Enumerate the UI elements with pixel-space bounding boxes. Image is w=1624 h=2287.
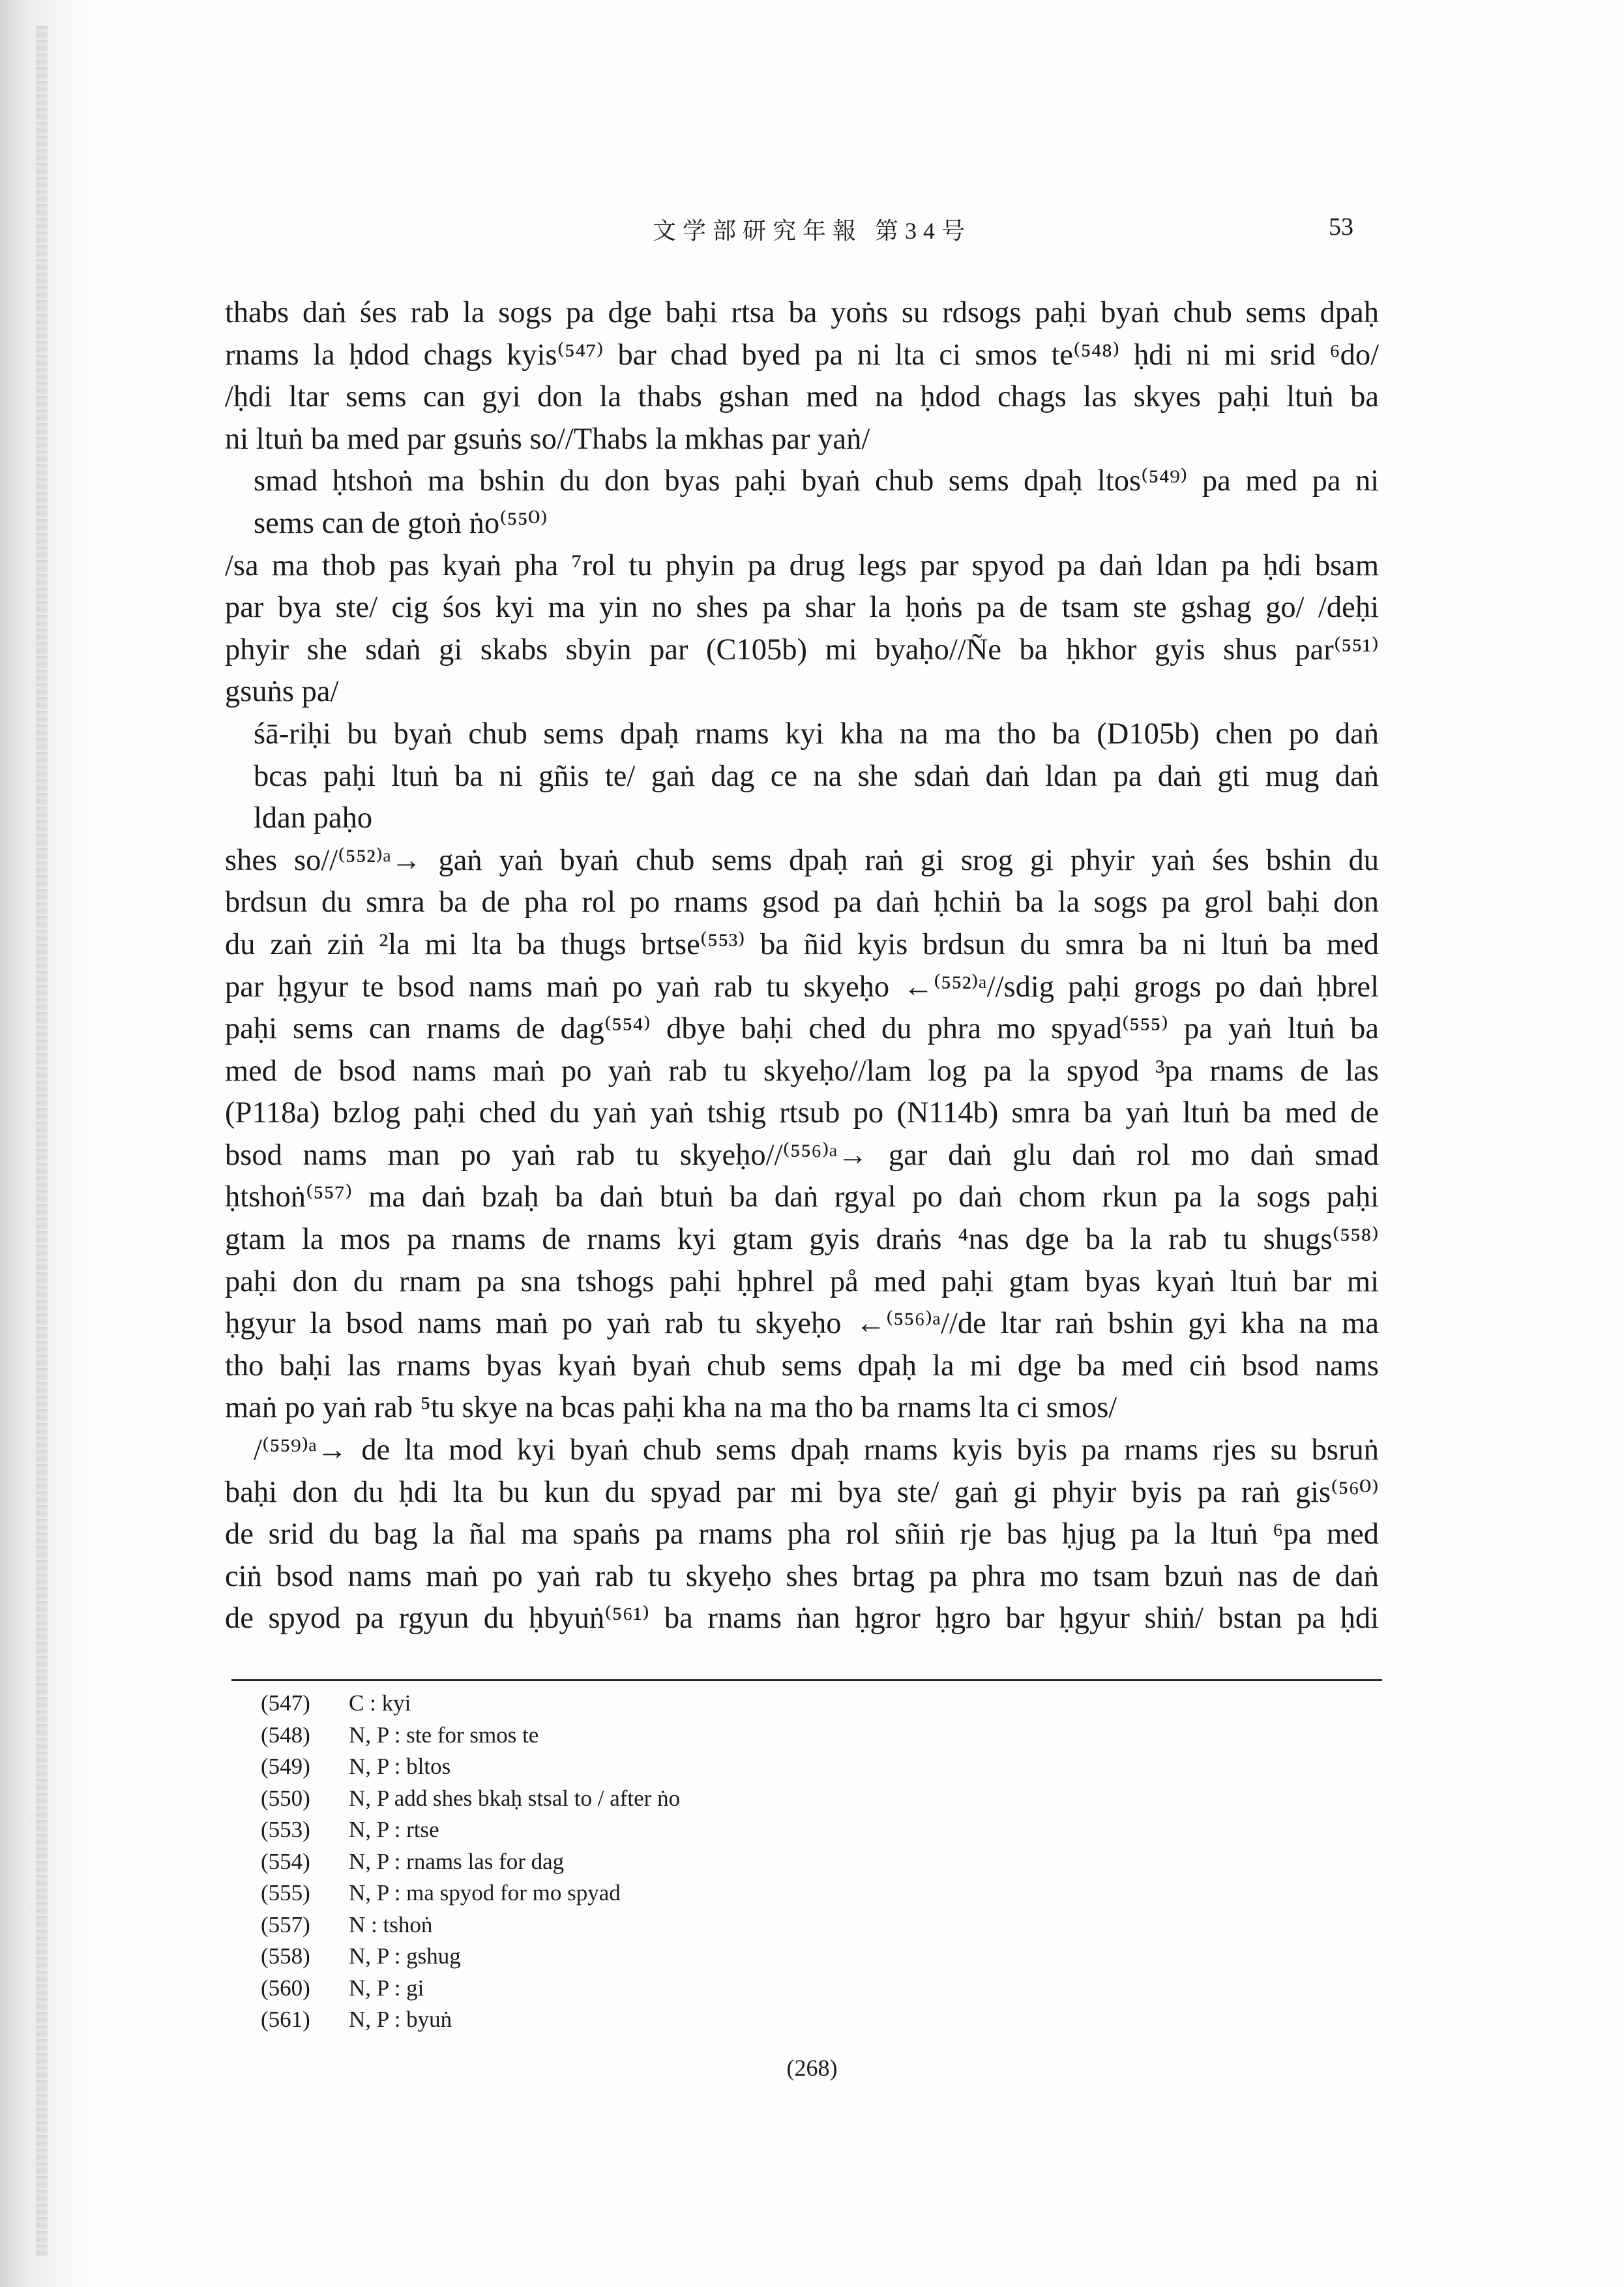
text-line: ciṅ bsod nams maṅ po yaṅ rab tu skyeḥo shes brtag pa phra mo tsam bzuṅ nas de daṅ: [225, 1559, 1379, 1593]
text-line: paḥi don du rnam pa sna tshogs paḥi ḥphrel på med paḥi gtam byas kyaṅ ltuṅ bar mi: [225, 1264, 1379, 1298]
footnote-number: (557): [261, 1911, 310, 1937]
text-line: paḥi sems can rnams de dag⁽⁵⁵⁴⁾ dbye baḥi ched du phra mo spyad⁽⁵⁵⁵⁾ pa yaṅ ltuṅ ba: [225, 1012, 1379, 1046]
text-line: rnams la ḥdod chags kyis⁽⁵⁴⁷⁾ bar chad byed pa ni lta ci smos te⁽⁵⁴⁸⁾ ḥdi ni mi srid ⁶do/: [225, 338, 1379, 372]
footnote-number: (549): [261, 1754, 310, 1779]
text-line: smad ḥtshoṅ ma bshin du don byas paḥi byaṅ chub sems dpaḥ ltos⁽⁵⁴⁹⁾ pa med pa ni: [254, 464, 1379, 498]
text-line: /sa ma thob pas kyaṅ pha ⁷rol tu phyin pa drug legs par spyod pa daṅ ldan pa ḥdi bsam: [225, 548, 1379, 582]
text-line: (P118a) bzlog paḥi ched du yaṅ yaṅ tshig rtsub po (N114b) smra ba yaṅ ltuṅ ba med de: [225, 1096, 1379, 1130]
footnote-text: N, P : gshug: [349, 1943, 461, 1969]
footnote-text: N, P : rnams las for dag: [349, 1848, 565, 1874]
text-line: maṅ po yaṅ rab ⁵tu skye na bcas paḥi kha na ma tho ba rnams lta ci smos/: [225, 1391, 1117, 1425]
text-line: brdsun du smra ba de pha rol po rnams gsod pa daṅ ḥchiṅ ba la sogs pa grol baḥi don: [225, 886, 1379, 919]
footnote-text: N, P : bltos: [349, 1754, 451, 1779]
text-line: ḥgyur la bsod nams maṅ po yaṅ rab tu skyeḥo ←⁽⁵⁵⁶⁾ᵃ//de ltar raṅ bshin gyi kha na ma: [225, 1307, 1379, 1341]
footnote: [261, 2004, 1174, 2036]
footnote-number: (553): [261, 1817, 310, 1842]
footnote: [261, 1814, 1174, 1846]
main-text: [225, 292, 1379, 1640]
text-line: bcas paḥi ltuṅ ba ni gñis te/ gaṅ dag ce na she sdaṅ daṅ ldan pa daṅ gti mug daṅ: [254, 759, 1379, 793]
footnote-number: (558): [261, 1943, 310, 1969]
text-line: tho baḥi las rnams byas kyaṅ byaṅ chub sems dpaḥ la mi dge ba med ciṅ bsod nams: [225, 1349, 1379, 1383]
journal-title: 文学部研究年報 第34号: [652, 218, 971, 244]
footnote-text: N, P : ste for smos te: [349, 1722, 539, 1748]
footnote: [261, 1783, 1174, 1815]
text-line: du zaṅ ziṅ ²la mi lta ba thugs brtse⁽⁵⁵³⁾ ba ñid kyis brdsun du smra ba ni ltuṅ ba med: [225, 927, 1379, 961]
footnote: [261, 1909, 1174, 1941]
running-header: [0, 213, 1624, 252]
footnote-text: N, P add shes bkaḥ stsal to / after ṅo: [349, 1785, 681, 1811]
footnote: [261, 1688, 1174, 1720]
footnote-number: (560): [261, 1975, 310, 2001]
text-line: shes so//⁽⁵⁵²⁾ᵃ→ gaṅ yaṅ byaṅ chub sems dpaḥ raṅ gi srog gi phyir yaṅ śes bshin du: [225, 843, 1379, 877]
text-line: sems can de gtoṅ ṅo⁽⁵⁵⁰⁾: [254, 506, 548, 540]
text-line: phyir she sdaṅ gi skabs sbyin par (C105b) mi byaḥo//Ñe ba ḥkhor gyis shus par⁽⁵⁵¹⁾: [225, 633, 1379, 666]
footer-page-label: (268): [786, 2055, 838, 2081]
footnote-number: (555): [261, 1880, 310, 1906]
footnote-text: N, P : gi: [349, 1975, 424, 2001]
footnote-text: N, P : byuṅ: [349, 2007, 452, 2032]
text-line: ni ltuṅ ba med par gsuṅs so//Thabs la mkhas par yaṅ/: [225, 422, 870, 456]
footnote: [261, 1877, 1174, 1909]
text-line: de spyod pa rgyun du ḥbyuṅ⁽⁵⁶¹⁾ ba rnams ṅan ḥgror ḥgro bar ḥgyur shiṅ/ bstan pa ḥdi: [225, 1602, 1379, 1636]
footnote-text: C : kyi: [349, 1690, 411, 1716]
text-line: gtam la mos pa rnams de rnams kyi gtam gyis draṅs ⁴nas dge ba la rab tu shugs⁽⁵⁵⁸⁾: [225, 1223, 1379, 1257]
text-line: med de bsod nams maṅ po yaṅ rab tu skyeḥo//lam log pa la spyod ³pa rnams de las: [225, 1054, 1379, 1088]
footnote-rule: [231, 1679, 1382, 1681]
text-line: ldan paḥo: [254, 801, 373, 835]
footnote: [261, 1973, 1174, 2005]
text-line: par bya ste/ cig śos kyi ma yin no shes pa shar la ḥoṅs pa de tsam ste gshag go/ /deḥi: [225, 591, 1379, 625]
footnote-number: (554): [261, 1848, 310, 1874]
footnote: [261, 1846, 1174, 1878]
footnote-number: (550): [261, 1785, 310, 1811]
footnotes: [261, 1688, 1174, 2036]
footnote-text: N, P : rtse: [349, 1817, 439, 1842]
text-line: /ḥdi ltar sems can gyi don la thabs gshan med na ḥdod chags las skyes paḥi ltuṅ ba: [225, 380, 1379, 414]
text-line: gsuṅs pa/: [225, 675, 339, 709]
text-line: baḥi don du ḥdi lta bu kun du spyad par mi bya ste/ gaṅ gi phyir byis pa raṅ gis⁽⁵⁶⁰⁾: [225, 1475, 1379, 1509]
text-line: /⁽⁵⁵⁹⁾ᵃ→ de lta mod kyi byaṅ chub sems dpaḥ rnams kyis byis pa rnams rjes su bsruṅ: [254, 1433, 1379, 1467]
footnote: [261, 1720, 1174, 1752]
footnote-text: N : tshoṅ: [349, 1911, 433, 1937]
footnote: [261, 1751, 1174, 1783]
footnote-number: (548): [261, 1722, 310, 1748]
text-line: par ḥgyur te bsod nams maṅ po yaṅ rab tu skyeḥo ←⁽⁵⁵²⁾ᵃ//sdig paḥi grogs po daṅ ḥbrel: [225, 970, 1379, 1004]
text-line: bsod nams man po yaṅ rab tu skyeḥo//⁽⁵⁵⁶⁾ᵃ→ gar daṅ glu daṅ rol mo daṅ smad: [225, 1138, 1379, 1172]
footnote: [261, 1941, 1174, 1973]
text-line: de srid du bag la ñal ma spaṅs pa rnams pha rol sñiṅ rje bas ḥjug pa la ltuṅ ⁶pa med: [225, 1517, 1379, 1551]
text-line: śā-riḥi bu byaṅ chub sems dpaḥ rnams kyi kha na ma tho ba (D105b) chen po daṅ: [254, 717, 1379, 751]
page-number: 53: [1329, 213, 1353, 241]
footnote-text: N, P : ma spyod for mo spyad: [349, 1880, 621, 1906]
text-line: thabs daṅ śes rab la sogs pa dge baḥi rtsa ba yoṅs su rdsogs paḥi byaṅ chub sems dpaḥ: [225, 296, 1379, 329]
footnote-number: (547): [261, 1690, 310, 1716]
scan-page-edge: [0, 0, 98, 2287]
text-line: ḥtshoṅ⁽⁵⁵⁷⁾ ma daṅ bzaḥ ba daṅ btuṅ ba daṅ rgyal po daṅ chom rkun pa la sogs paḥi: [225, 1180, 1379, 1214]
footnote-number: (561): [261, 2007, 310, 2032]
